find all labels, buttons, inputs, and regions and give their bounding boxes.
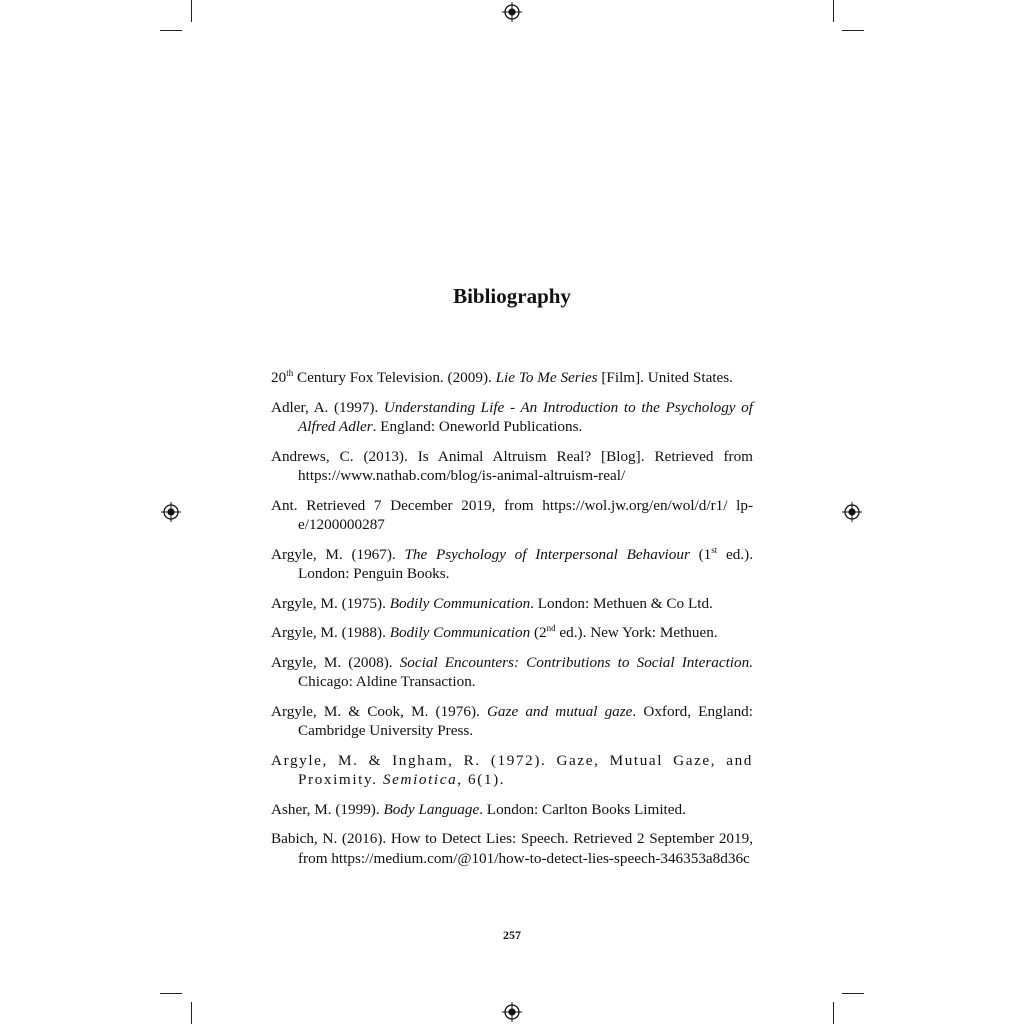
entry-title-italic: Bodily Communication xyxy=(389,624,531,641)
page-title: Bibliography xyxy=(453,284,571,308)
entry-text: . London: Carlton Books Limited. xyxy=(479,800,686,818)
entry-title-italic: Body Language xyxy=(383,800,480,818)
entry-text: Argyle, M. (1988). xyxy=(271,624,390,641)
entry-text: Century Fox Television. (2009). xyxy=(293,369,496,386)
ordinal-superscript: th xyxy=(286,367,294,378)
entry-text: . England: Oneworld Publications. xyxy=(372,418,583,435)
entry-title-italic: Gaze and mutual gaze xyxy=(486,702,633,720)
entry-text: [Film]. United States. xyxy=(597,369,733,386)
bibliography-entry xyxy=(271,800,753,820)
bibliography-entry xyxy=(271,623,753,643)
entry-text: , 6(1). xyxy=(457,771,506,788)
entry-text: Argyle, M. & Cook, M. (1976). xyxy=(271,702,487,720)
crop-mark-bottom-left-horizontal xyxy=(160,993,182,994)
crop-mark-top-right-horizontal xyxy=(842,30,864,31)
bibliography-entry xyxy=(271,594,753,614)
entry-text: . London: Methuen & Co Ltd. xyxy=(530,594,713,612)
bibliography-entry xyxy=(271,702,753,741)
bibliography-entry xyxy=(271,398,753,437)
entry-text: ed.). London: Penguin Books. xyxy=(298,545,753,582)
bibliography-entry xyxy=(271,653,753,692)
ordinal-superscript: nd xyxy=(546,622,556,633)
entry-text: Asher, M. (1999). xyxy=(271,800,384,818)
entry-text: (2 xyxy=(530,624,547,641)
entry-text: ed.). New York: Methuen. xyxy=(555,624,718,641)
registration-mark-top-icon xyxy=(502,2,522,22)
page-number: 257 xyxy=(503,928,521,942)
entry-title-italic: Understanding Life - An Introduction to the Psychology of Alfred Adler xyxy=(298,398,753,435)
entry-text: Argyle, M. & Ingham, R. (1972). Gaze, Mutual Gaze, and Proximity. xyxy=(271,751,753,788)
crop-mark-bottom-right-horizontal xyxy=(842,993,864,994)
entry-title-italic: Lie To Me Series xyxy=(495,369,598,386)
crop-mark-bottom-left-vertical xyxy=(191,1002,192,1024)
entry-text: (1 xyxy=(689,545,712,563)
registration-mark-right-icon xyxy=(842,502,862,522)
crop-mark-top-left-vertical xyxy=(191,0,192,22)
bibliography-list xyxy=(271,368,753,878)
entry-title-italic: The Psychology of Interpersonal Behaviour xyxy=(404,545,690,563)
bibliography-entry xyxy=(271,368,753,388)
entry-title-italic: Social Encounters: Contributions to Social Interaction. xyxy=(399,653,753,671)
crop-mark-top-left-horizontal xyxy=(160,30,182,31)
entry-text: Argyle, M. (1967). xyxy=(271,545,405,563)
entry-text: Andrews, C. (2013). Is Animal Altruism Real? [Blog]. Retrieved from https://www.nathab.com/blog/is-animal-altruism-real/ xyxy=(271,447,753,484)
entry-text: Babich, N. (2016). How to Detect Lies: Speech. Retrieved 2 September 2019, from https://medium.com/@101/how-to-detect-lies-speech-346353a8d36c xyxy=(271,830,753,867)
bibliography-entry xyxy=(271,751,753,790)
crop-mark-bottom-right-vertical xyxy=(833,1002,834,1024)
bibliography-entry xyxy=(271,496,753,535)
entry-text: Argyle, M. (1975). xyxy=(271,594,390,612)
registration-mark-left-icon xyxy=(161,502,181,522)
entry-text: Ant. Retrieved 7 December 2019, from https://wol.jw.org/en/wol/d/r1/ lp-e/1200000287 xyxy=(271,496,753,533)
entry-text: Adler, A. (1997). xyxy=(271,398,384,416)
entry-text: 20 xyxy=(271,369,287,386)
entry-text: . Oxford, England: Cambridge University Press. xyxy=(298,702,753,739)
entry-text: Argyle, M. (2008). xyxy=(271,653,400,671)
bibliography-entry xyxy=(271,829,753,868)
entry-text: Chicago: Aldine Transaction. xyxy=(298,673,476,690)
entry-title-italic: Bodily Communication xyxy=(389,594,531,612)
entry-title-italic: Semiotica xyxy=(382,771,458,788)
ordinal-superscript: st xyxy=(711,544,718,555)
crop-mark-top-right-vertical xyxy=(833,0,834,22)
bibliography-entry xyxy=(271,447,753,486)
bibliography-entry xyxy=(271,545,753,584)
registration-mark-bottom-icon xyxy=(502,1002,522,1022)
